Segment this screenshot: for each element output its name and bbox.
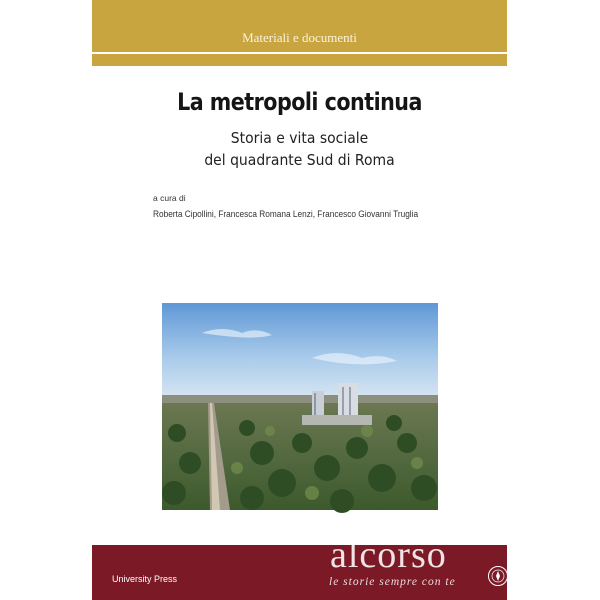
university-name: SAPIENZA [511, 564, 583, 579]
watermark-tagline: le storie sempre con te [329, 576, 456, 588]
book-title: La metropoli continua [177, 88, 422, 116]
book-cover [92, 0, 583, 600]
book-subtitle-line-1: Storia e vita sociale [230, 129, 369, 147]
editors-list: Roberta Cipollini, Francesca Romana Lenzi, Francesco Giovanni Truglia [153, 209, 419, 219]
book-subtitle-line-2: del quadrante Sud di Roma [204, 151, 395, 169]
cover-photo-aerial-city [162, 303, 438, 510]
university-subtitle: UNIVERSITÀ EDITRICE [513, 580, 549, 592]
series-band-lower [92, 54, 507, 66]
publisher-name: University Press [112, 574, 178, 584]
sapienza-seal-icon [487, 565, 509, 587]
watermark-brand: alcorso [330, 534, 447, 576]
editor-prefix: a cura di [153, 193, 186, 203]
series-title: Materiali e documenti [242, 30, 357, 45]
